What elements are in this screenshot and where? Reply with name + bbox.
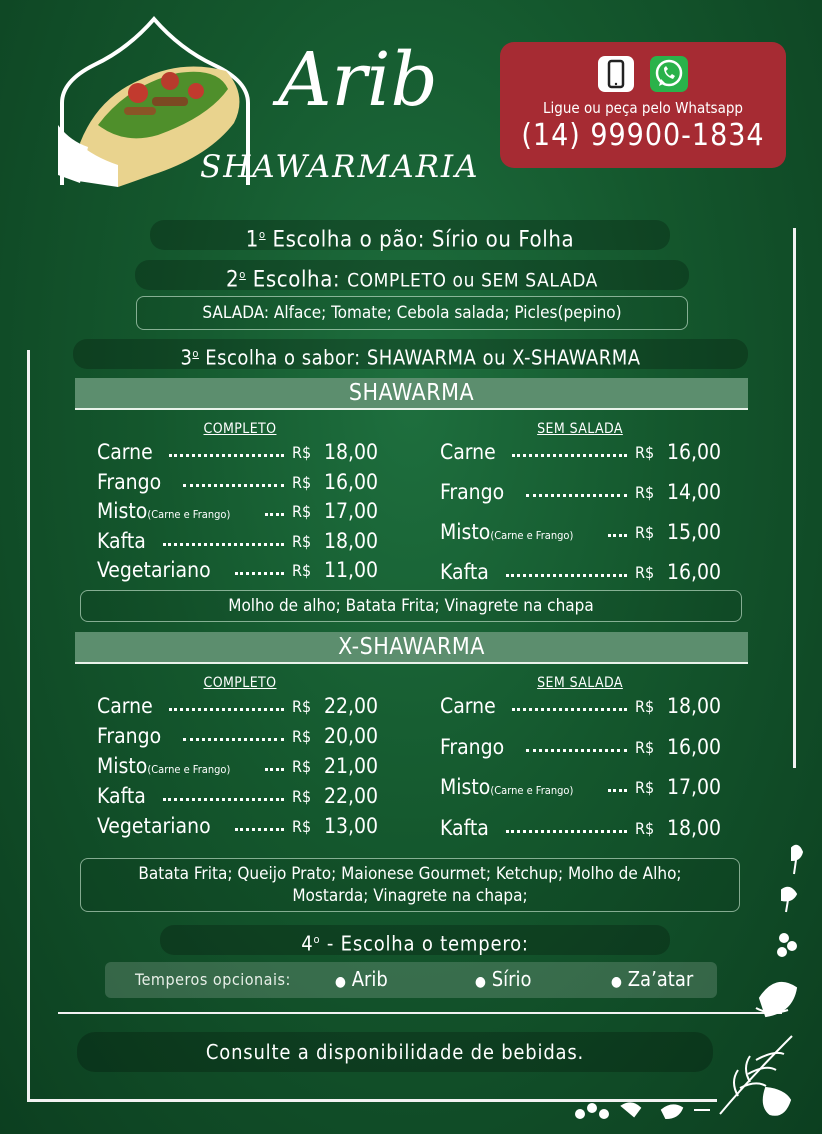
menu-item-title: Carne [440, 694, 496, 718]
dotted-leader [235, 572, 284, 575]
menu-item-price: 11,00 [324, 558, 379, 582]
menu-item-name [440, 480, 504, 504]
currency-symbol: R$ [635, 818, 655, 838]
menu-item-name [440, 560, 489, 584]
dotted-leader [506, 830, 627, 833]
currency-symbol: R$ [292, 472, 312, 492]
menu-item-title: Frango [97, 724, 162, 748]
currency-symbol: R$ [635, 737, 655, 757]
menu-item-title: Frango [440, 480, 505, 504]
menu-item-row [97, 558, 387, 588]
currency-symbol: R$ [292, 787, 312, 806]
step3-banner [73, 339, 748, 369]
menu-item-subtitle: (Carne e Frango) [147, 508, 231, 521]
currency-symbol: R$ [292, 502, 312, 521]
xshawarma-section-title: X-SHAWARMA [75, 632, 748, 664]
dotted-leader [183, 738, 284, 741]
whatsapp-icon [650, 56, 688, 92]
step2-number: 2 [226, 267, 240, 293]
step2-ordinal-mark: o [239, 268, 246, 281]
step1-ordinal-mark: o [258, 228, 266, 241]
menu-item-title: Carne [97, 694, 153, 718]
menu-item-name [97, 558, 211, 582]
menu-item-subtitle: (Carne e Frango) [490, 784, 574, 797]
brand-subtitle: SHAWARMARIA [200, 149, 480, 185]
menu-item-title: Frango [97, 469, 162, 494]
menu-item-row [97, 470, 387, 500]
menu-item-price: 13,00 [324, 814, 379, 838]
dotted-leader [235, 828, 284, 831]
dotted-leader [169, 708, 284, 711]
currency-symbol: R$ [292, 697, 312, 716]
step3-number: 3 [180, 345, 193, 370]
menu-item-row [97, 440, 387, 470]
menu-item-title: Carne [97, 440, 153, 464]
menu-item-name [97, 784, 146, 808]
menu-item-title: Kafta [97, 528, 146, 553]
menu-item-name [440, 775, 573, 799]
menu-item-price: 21,00 [324, 754, 379, 778]
menu-item-title: Misto [97, 499, 148, 523]
tempero-bullet-icon: ● [475, 974, 486, 990]
menu-item-row [97, 784, 387, 814]
step2-banner [135, 260, 689, 293]
dotted-leader [163, 798, 284, 801]
menu-item-row [440, 440, 730, 470]
frame-line-left [27, 350, 30, 1100]
menu-item-row [97, 529, 387, 559]
menu-item-price: 17,00 [667, 775, 722, 799]
tempero-option-sirio[interactable] [475, 967, 532, 991]
dotted-leader [608, 789, 627, 792]
menu-item-name [97, 814, 211, 838]
xshawarma-extras-line1: Batata Frita; Queijo Prato; Maionese Gourmet; Ketchup; Molho de Alho; [138, 864, 682, 884]
menu-item-price: 16,00 [667, 560, 722, 584]
contact-label: Ligue ou peça pelo Whatsapp [543, 99, 743, 117]
menu-item-row [440, 735, 730, 765]
dotted-leader [183, 484, 284, 487]
menu-item-title: Carne [440, 440, 496, 464]
dotted-leader [608, 534, 627, 537]
menu-item-row [440, 694, 730, 724]
step4-number: 4 [301, 931, 314, 956]
menu-item-name [97, 724, 161, 748]
step3-ordinal-mark: o [192, 347, 199, 360]
dotted-leader [265, 768, 284, 771]
menu-item-name [440, 520, 573, 544]
step1-number: 1 [245, 227, 259, 253]
xshawarma-sem-salada-header: SEM SALADA [537, 675, 623, 691]
dotted-leader [512, 454, 627, 457]
menu-item-name [440, 816, 489, 840]
menu-item-row [97, 814, 387, 844]
currency-symbol: R$ [292, 757, 312, 776]
dotted-leader [169, 454, 284, 457]
currency-symbol: R$ [635, 778, 655, 797]
menu-item-title: Vegetariano [97, 558, 211, 582]
menu-item-title: Kafta [440, 560, 489, 584]
menu-item-name [97, 499, 230, 523]
menu-item-price: 18,00 [324, 528, 379, 553]
menu-item-price: 18,00 [667, 815, 722, 840]
menu-item-name [440, 694, 496, 718]
menu-item-price: 18,00 [667, 694, 722, 718]
menu-item-title: Kafta [440, 815, 489, 840]
menu-item-row [97, 694, 387, 724]
menu-item-row [440, 480, 730, 510]
menu-item-subtitle: (Carne e Frango) [147, 763, 231, 776]
tempero-bullet-icon: ● [335, 974, 346, 990]
menu-item-row [440, 560, 730, 590]
currency-symbol: R$ [292, 817, 312, 836]
menu-item-title: Misto [440, 520, 491, 544]
shawarma-extras: Molho de alho; Batata Frita; Vinagrete na chapa [80, 590, 742, 622]
tempero-bullet-icon: ● [611, 974, 622, 990]
step1-banner [150, 220, 670, 253]
tempero-option-label: Sírio [491, 967, 532, 991]
menu-item-name [97, 470, 161, 494]
tempero-option-label: Za’atar [627, 967, 694, 991]
tempero-option-label: Arib [351, 967, 388, 991]
menu-item-title: Misto [440, 775, 491, 799]
menu-item-price: 16,00 [324, 469, 379, 494]
menu-item-name [97, 754, 230, 778]
currency-symbol: R$ [292, 531, 312, 551]
menu-item-name [97, 529, 146, 553]
currency-symbol: R$ [292, 727, 312, 746]
menu-item-row [440, 775, 730, 805]
shawarma-section-title: SHAWARMA [75, 378, 748, 410]
menu-item-price: 17,00 [324, 499, 379, 523]
dotted-leader [526, 494, 627, 497]
step2-text: COMPLETO ou SEM SALADA [347, 269, 598, 292]
menu-item-price: 16,00 [667, 440, 722, 464]
brand-name: Arib [278, 37, 438, 123]
menu-item-row [97, 724, 387, 754]
contact-phone[interactable]: (14) 99900-1834 [521, 118, 765, 153]
dotted-leader [506, 574, 627, 577]
shawarma-completo-header: COMPLETO [203, 421, 277, 437]
currency-symbol: R$ [292, 443, 312, 462]
menu-item-row [97, 754, 387, 784]
step2-label: Escolha: [245, 267, 348, 293]
currency-symbol: R$ [635, 697, 655, 716]
menu-item-title: Misto [97, 754, 148, 778]
menu-item-title: Vegetariano [97, 814, 211, 838]
xshawarma-extras-line2: Mostarda; Vinagrete na chapa; [292, 886, 528, 906]
spice-decoration [570, 838, 810, 1128]
footer-note: Consulte a disponibilidade de bebidas. [77, 1032, 713, 1072]
currency-symbol: R$ [635, 483, 655, 502]
menu-item-price: 15,00 [667, 520, 722, 544]
step4-text: - Escolha o tempero: [320, 931, 529, 956]
dotted-leader [163, 543, 284, 546]
temperos-label: Temperos opcionais: [135, 970, 291, 989]
salad-note: SALADA: Alface; Tomate; Cebola salada; Picles(pepino) [136, 296, 688, 330]
step1-text: Escolha o pão: Sírio ou Folha [265, 227, 575, 253]
menu-item-price: 22,00 [324, 784, 379, 808]
tempero-option-arib[interactable] [335, 967, 388, 991]
currency-symbol: R$ [635, 443, 655, 462]
menu-item-price: 18,00 [324, 440, 379, 464]
step4-ordinal-mark: o [313, 933, 321, 946]
menu-item-name [97, 440, 153, 464]
menu-item-price: 20,00 [324, 724, 379, 748]
dotted-leader [265, 513, 284, 516]
menu-item-title: Frango [440, 734, 505, 759]
menu-item-row [440, 520, 730, 550]
shawarma-sem-salada-header: SEM SALADA [537, 421, 623, 437]
menu-item-title: Kafta [97, 784, 146, 808]
dotted-leader [526, 749, 627, 752]
menu-item-price: 16,00 [667, 734, 722, 759]
menu-item-price: 14,00 [667, 480, 722, 504]
step3-text: Escolha o sabor: SHAWARMA ou X-SHAWARMA [198, 345, 641, 370]
menu-item-row [97, 499, 387, 529]
contact-box [500, 42, 786, 168]
currency-symbol: R$ [635, 523, 655, 542]
frame-line-right [793, 228, 796, 768]
phone-icon [598, 56, 634, 92]
menu-item-name [97, 694, 153, 718]
xshawarma-completo-header: COMPLETO [203, 675, 277, 691]
currency-symbol: R$ [292, 561, 312, 580]
currency-symbol: R$ [635, 563, 655, 582]
menu-item-price: 22,00 [324, 694, 379, 718]
menu-item-subtitle: (Carne e Frango) [490, 529, 574, 542]
menu-item-name [440, 440, 496, 464]
dotted-leader [512, 708, 627, 711]
menu-item-name [440, 735, 504, 759]
